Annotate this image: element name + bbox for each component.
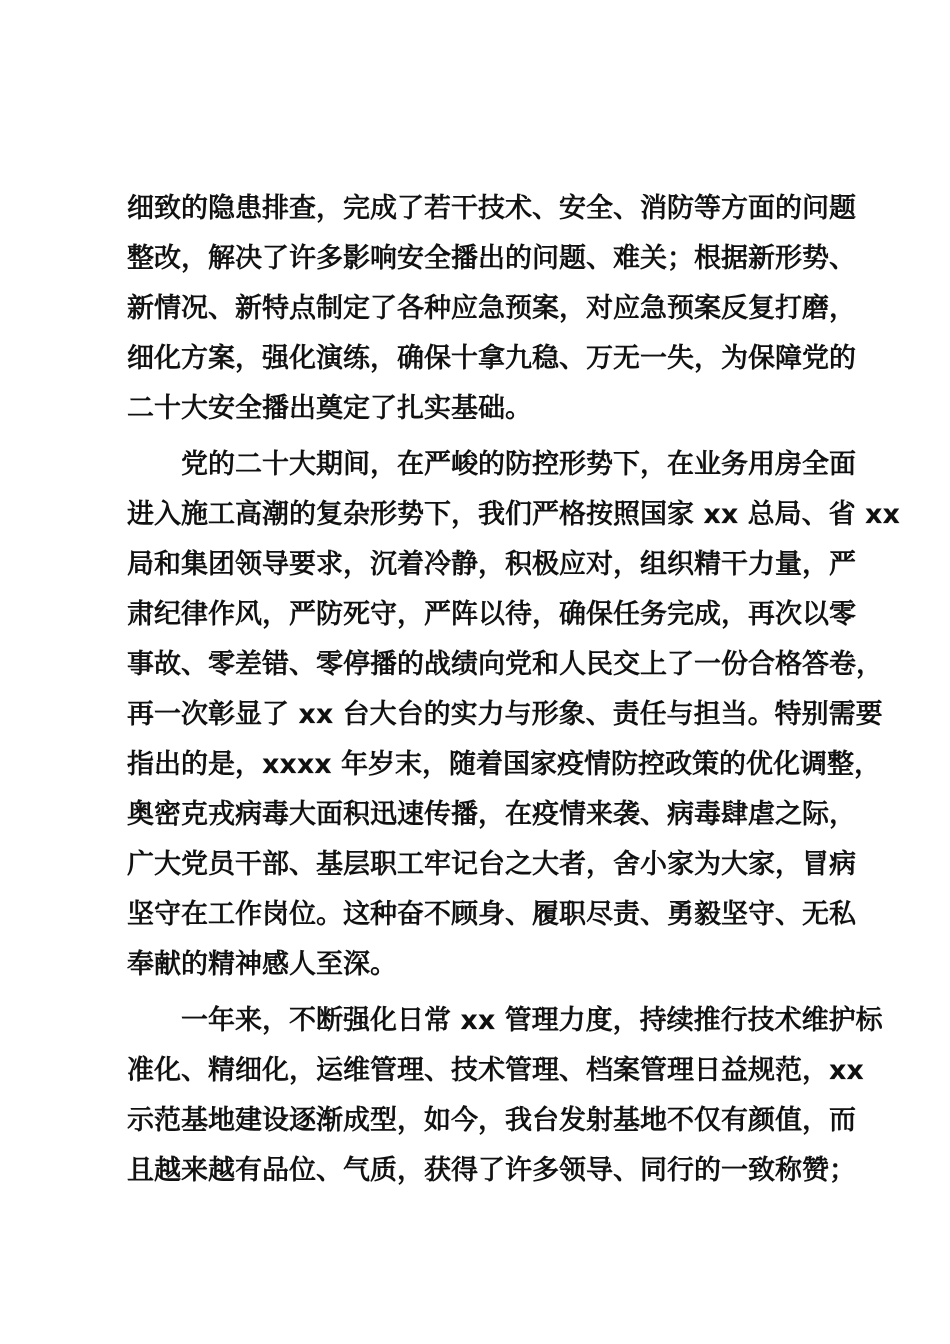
text-line: 广大党员干部、基层职工牢记台之大者，舍小家为大家，冒病 [127,849,856,880]
text-line: 坚守在工作岗位。这种奋不顾身、履职尽责、勇毅坚守、无私 [127,899,856,930]
text-line: 示范基地建设逐渐成型，如今，我台发射基地不仅有颜值，而 [127,1105,856,1136]
paragraph-1 [127,184,856,434]
text-line: 二十大安全播出奠定了扎实基础。 [127,393,532,424]
document-body [127,184,900,1196]
text-line: 奉献的精神感人至深。 [127,949,397,980]
paragraph-2 [127,440,900,990]
text-line: 事故、零差错、零停播的战绩向党和人民交上了一份合格答卷， [127,649,883,680]
text-line: 新情况、新特点制定了各种应急预案，对应急预案反复打磨， [127,293,856,324]
text-line: 一年来，不断强化日常 xx 管理力度，持续推行技术维护标 [181,1005,883,1036]
text-line: 进入施工高潮的复杂形势下，我们严格按照国家 xx 总局、省 xx [127,499,900,530]
text-line: 细致的隐患排查，完成了若干技术、安全、消防等方面的问题 [127,193,856,224]
text-line: 奥密克戎病毒大面积迅速传播，在疫情来袭、病毒肆虐之际， [127,799,856,830]
text-line: 指出的是，xxxx 年岁末，随着国家疫情防控政策的优化调整， [127,749,882,780]
text-line: 再一次彰显了 xx 台大台的实力与形象、责任与担当。特别需要 [127,699,883,730]
text-line: 局和集团领导要求，沉着冷静，积极应对，组织精干力量，严 [127,549,856,580]
text-line: 党的二十大期间，在严峻的防控形势下，在业务用房全面 [181,449,856,480]
text-line: 且越来越有品位、气质，获得了许多领导、同行的一致称赞； [127,1155,856,1186]
text-line: 准化、精细化，运维管理、技术管理、档案管理日益规范，xx [127,1055,864,1086]
text-line: 整改，解决了许多影响安全播出的问题、难关；根据新形势、 [127,243,856,274]
text-line: 细化方案，强化演练，确保十拿九稳、万无一失，为保障党的 [127,343,856,374]
text-line: 肃纪律作风，严防死守，严阵以待，确保任务完成，再次以零 [127,599,856,630]
paragraph-3 [127,996,883,1196]
